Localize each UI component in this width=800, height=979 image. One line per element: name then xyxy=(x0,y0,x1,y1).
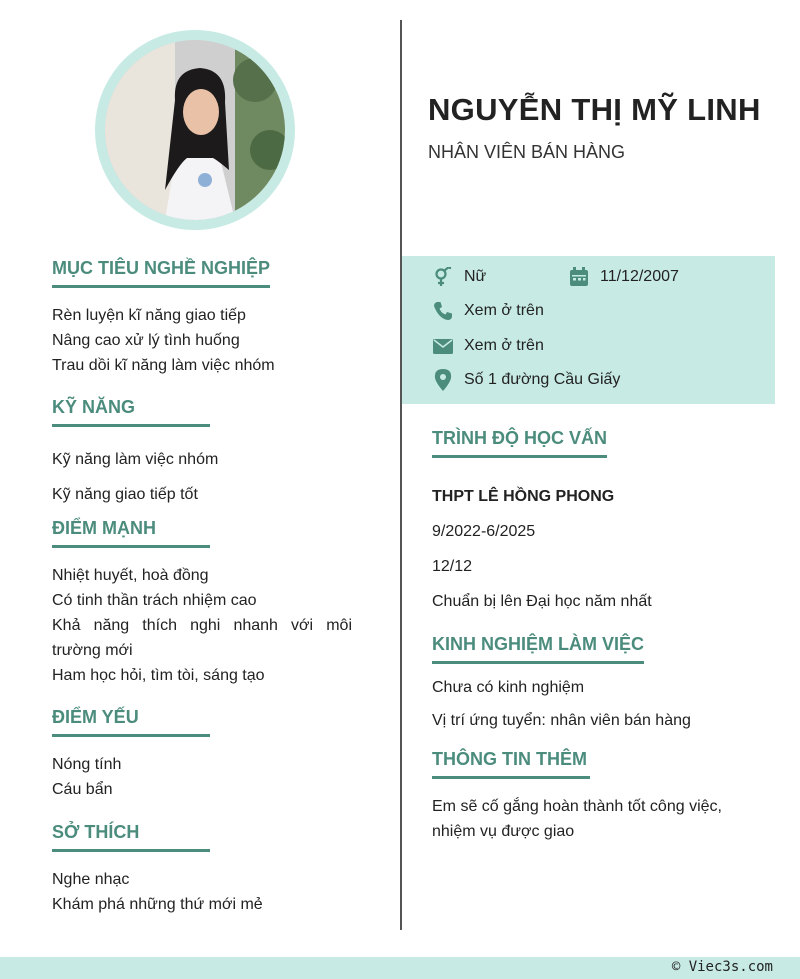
hobbies-section xyxy=(52,822,352,917)
list-item: Ham học hỏi, tìm tòi, sáng tạo xyxy=(52,667,265,684)
list-item: Nóng tính xyxy=(52,756,122,773)
address-row xyxy=(432,369,620,391)
footer-credit: © Viec3s.com xyxy=(671,959,773,975)
portrait-photo-icon xyxy=(105,40,285,220)
list-item: Cáu bẩn xyxy=(52,781,113,798)
location-pin-icon xyxy=(432,369,454,391)
additional-info-section xyxy=(432,749,762,844)
email-row xyxy=(432,335,544,357)
birthday-row xyxy=(568,266,679,288)
school-name: THPT LÊ HỒNG PHONG xyxy=(432,488,615,505)
address-value: Số 1 đường Cầu Giấy xyxy=(464,371,621,388)
experience-details xyxy=(432,679,762,730)
phone-row xyxy=(432,300,544,322)
job-title: NHÂN VIÊN BÁN HÀNG xyxy=(428,142,626,162)
avatar-frame xyxy=(95,30,295,230)
objective-section xyxy=(52,258,352,378)
objective-title: MỤC TIÊU NGHỀ NGHIỆP xyxy=(52,258,270,288)
education-title: TRÌNH ĐỘ HỌC VẤN xyxy=(432,428,607,458)
study-period: 9/2022-6/2025 xyxy=(432,523,536,540)
gender-row xyxy=(432,266,486,288)
avatar xyxy=(105,40,285,220)
right-column xyxy=(402,0,800,940)
email-value: Xem ở trên xyxy=(464,337,544,354)
weaknesses-section xyxy=(52,707,352,802)
list-item: Chưa có kinh nghiệm xyxy=(432,679,585,696)
list-item: Khả năng thích nghi nhanh với môi trường mới xyxy=(52,617,352,659)
list-item: Có tinh thần trách nhiệm cao xyxy=(52,592,257,609)
gender-value: Nữ xyxy=(464,268,487,285)
grade-value: 12/12 xyxy=(432,558,473,575)
list-item: Khám phá những thứ mới mẻ xyxy=(52,896,263,913)
list-item: Kỹ năng làm việc nhóm xyxy=(52,451,219,468)
weaknesses-title: ĐIỂM YẾU xyxy=(52,707,210,737)
list-item: Rèn luyện kĩ năng giao tiếp xyxy=(52,307,246,324)
list-item: Nâng cao xử lý tình huống xyxy=(52,332,240,349)
education-note: Chuẩn bị lên Đại học năm nhất xyxy=(432,593,652,610)
phone-icon xyxy=(432,300,454,322)
additional-info-text: Em sẽ cố gắng hoàn thành tốt công việc, nhiệm vụ được giao xyxy=(432,798,722,840)
education-section xyxy=(432,428,762,611)
candidate-name: NGUYỄN THỊ MỸ LINH xyxy=(428,92,761,127)
birthday-value: 11/12/2007 xyxy=(600,268,679,285)
education-details xyxy=(432,488,762,611)
experience-title: KINH NGHIỆM LÀM VIỆC xyxy=(432,634,644,664)
list-item: Nghe nhạc xyxy=(52,871,130,888)
mail-icon xyxy=(432,335,454,357)
gender-icon xyxy=(432,266,454,288)
phone-value: Xem ở trên xyxy=(464,302,544,319)
contact-box xyxy=(402,256,775,404)
left-column xyxy=(0,0,400,940)
skills-title: KỸ NĂNG xyxy=(52,397,210,427)
list-item: Kỹ năng giao tiếp tốt xyxy=(52,486,198,503)
list-item: Vị trí ứng tuyển: nhân viên bán hàng xyxy=(432,712,691,729)
experience-section xyxy=(432,634,762,730)
list-item: Trau dồi kĩ năng làm việc nhóm xyxy=(52,357,275,374)
calendar-icon xyxy=(568,266,590,288)
strengths-title: ĐIỂM MẠNH xyxy=(52,518,210,548)
list-item: Nhiệt huyết, hoà đồng xyxy=(52,567,209,584)
strengths-section xyxy=(52,518,352,688)
additional-info-title: THÔNG TIN THÊM xyxy=(432,749,590,779)
skills-section xyxy=(52,397,352,512)
footer-bar xyxy=(0,957,800,979)
hobbies-title: SỞ THÍCH xyxy=(52,822,210,852)
